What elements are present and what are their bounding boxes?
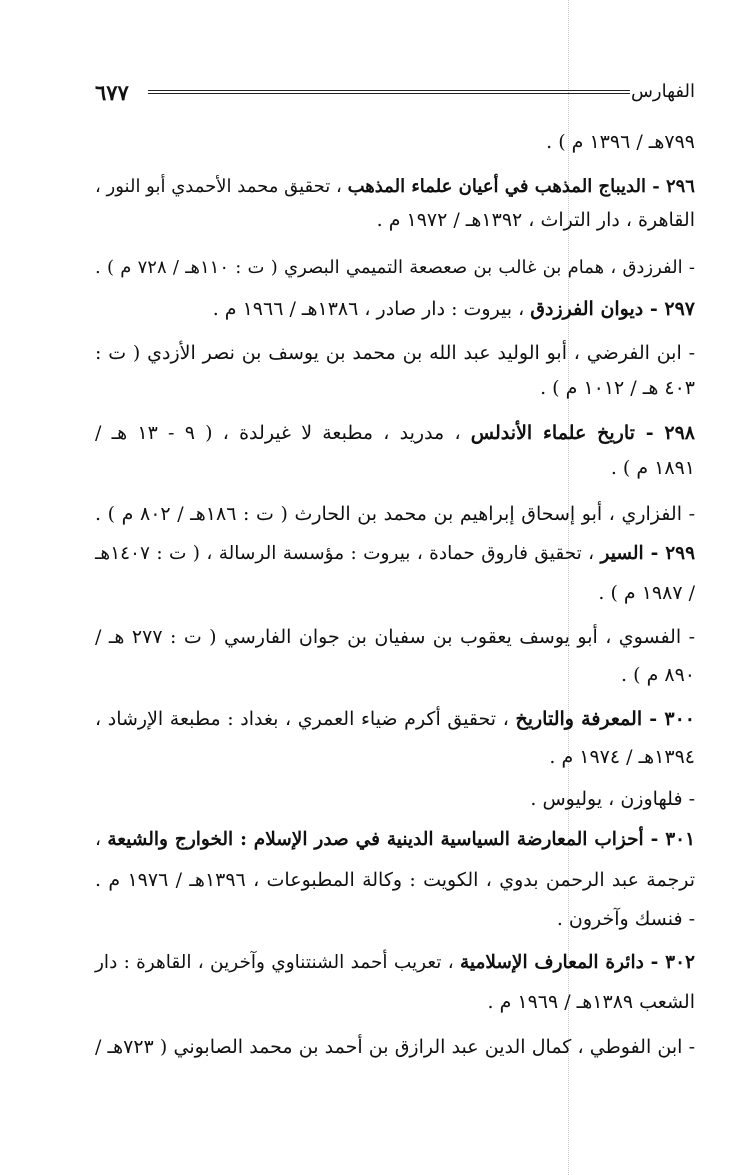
author-line: - ابن الفوطي ، كمال الدين عبد الرازق بن أحمد بن محمد الصابوني ( ٧٢٣هـ / bbox=[95, 1036, 695, 1058]
text-line: الشعب ١٣٨٩هـ / ١٩٦٩ م . bbox=[487, 991, 695, 1013]
entry-301 bbox=[95, 826, 695, 854]
text-line: القاهرة ، دار التراث ، ١٣٩٢هـ / ١٩٧٢ م . bbox=[376, 209, 695, 231]
entry-302 bbox=[95, 949, 695, 977]
entry-number: ٢٩٧ - bbox=[643, 298, 695, 320]
entry-title: السير bbox=[600, 543, 644, 564]
text-line: ٧٩٩هـ / ١٣٩٦ م ) . bbox=[546, 131, 695, 153]
entry-details: ، bbox=[95, 829, 108, 850]
text-line: ٨٩٠ م ) . bbox=[621, 664, 695, 686]
entry-299 bbox=[95, 540, 695, 568]
entry-title: ديوان الفرزدق bbox=[530, 298, 644, 320]
entry-300 bbox=[95, 705, 695, 733]
author-line: - الفرزدق ، همام بن غالب بن صعصعة التميمي البصري ( ت : ١١٠هـ / ٧٢٨ م ) . bbox=[95, 257, 695, 278]
entry-title: الديباج المذهب في أعيان علماء المذهب bbox=[347, 176, 646, 197]
entry-number: ٣٠٢ - bbox=[643, 952, 695, 973]
author-line: - الفسوي ، أبو يوسف يعقوب بن سفيان بن جوان الفارسي ( ت : ٢٧٧ هـ / bbox=[95, 626, 695, 648]
author-line: - الفزاري ، أبو إسحاق إبراهيم بن محمد بن الحارث ( ت : ١٨٦هـ / ٨٠٢ م ) . bbox=[95, 503, 695, 525]
entry-title: دائرة المعارف الإسلامية bbox=[459, 952, 644, 973]
author-line: - ابن الفرضي ، أبو الوليد عبد الله بن محمد بن يوسف بن نصر الأزدي ( ت : bbox=[95, 342, 695, 364]
entry-296 bbox=[95, 173, 695, 201]
entry-details: ، بيروت : دار صادر ، ١٣٨٦هـ / ١٩٦٦ م . bbox=[212, 298, 531, 320]
text-line: ١٨٩١ م ) . bbox=[610, 457, 695, 479]
author-line: - فلهاوزن ، يوليوس . bbox=[530, 788, 695, 810]
entry-number: ٣٠٠ - bbox=[642, 708, 695, 730]
running-title: الفهارس bbox=[630, 81, 695, 102]
entry-number: ٣٠١ - bbox=[643, 829, 696, 850]
entry-298 bbox=[95, 419, 695, 447]
text-line: ٤٠٣ هـ / ١٠١٢ م ) . bbox=[540, 377, 695, 399]
entry-297 bbox=[95, 295, 695, 323]
header-rule bbox=[148, 90, 630, 94]
author-line: - فنسك وآخرون . bbox=[556, 908, 695, 930]
text-line: ترجمة عبد الرحمن بدوي ، الكويت : وكالة المطبوعات ، ١٣٩٦هـ / ١٩٧٦ م . bbox=[95, 869, 695, 891]
entry-details: ، تحقيق فاروق حمادة ، بيروت : مؤسسة الرسالة ، ( ت : ١٤٠٧هـ bbox=[95, 543, 601, 564]
entry-details: ، تحقيق أكرم ضياء العمري ، بغداد : مطبعة الإرشاد ، bbox=[95, 708, 516, 730]
running-header bbox=[95, 80, 695, 110]
entry-title: تاريخ علماء الأندلس bbox=[470, 422, 635, 444]
entry-number: ٢٩٨ - bbox=[634, 422, 695, 444]
entry-details: ، تحقيق محمد الأحمدي أبو النور ، bbox=[95, 176, 348, 197]
text-line: / ١٩٨٧ م ) . bbox=[598, 582, 695, 604]
text-line: ١٣٩٤هـ / ١٩٧٤ م . bbox=[549, 746, 695, 768]
entry-number: ٢٩٦ - bbox=[645, 176, 695, 197]
entry-details: ، تعريب أحمد الشنتناوي وآخرين ، القاهرة : دار bbox=[95, 952, 460, 973]
entry-title: المعرفة والتاريخ bbox=[515, 708, 643, 730]
page-number: ٦٧٧ bbox=[95, 80, 129, 105]
entry-number: ٢٩٩ - bbox=[643, 543, 696, 564]
entry-title: أحزاب المعارضة السياسية الدينية في صدر الإسلام : الخوارج والشيعة bbox=[107, 829, 644, 850]
entry-details: ، مدريد ، مطبعة لا غيرلدة ، ( ٩ - ١٣ هـ / bbox=[95, 422, 471, 444]
